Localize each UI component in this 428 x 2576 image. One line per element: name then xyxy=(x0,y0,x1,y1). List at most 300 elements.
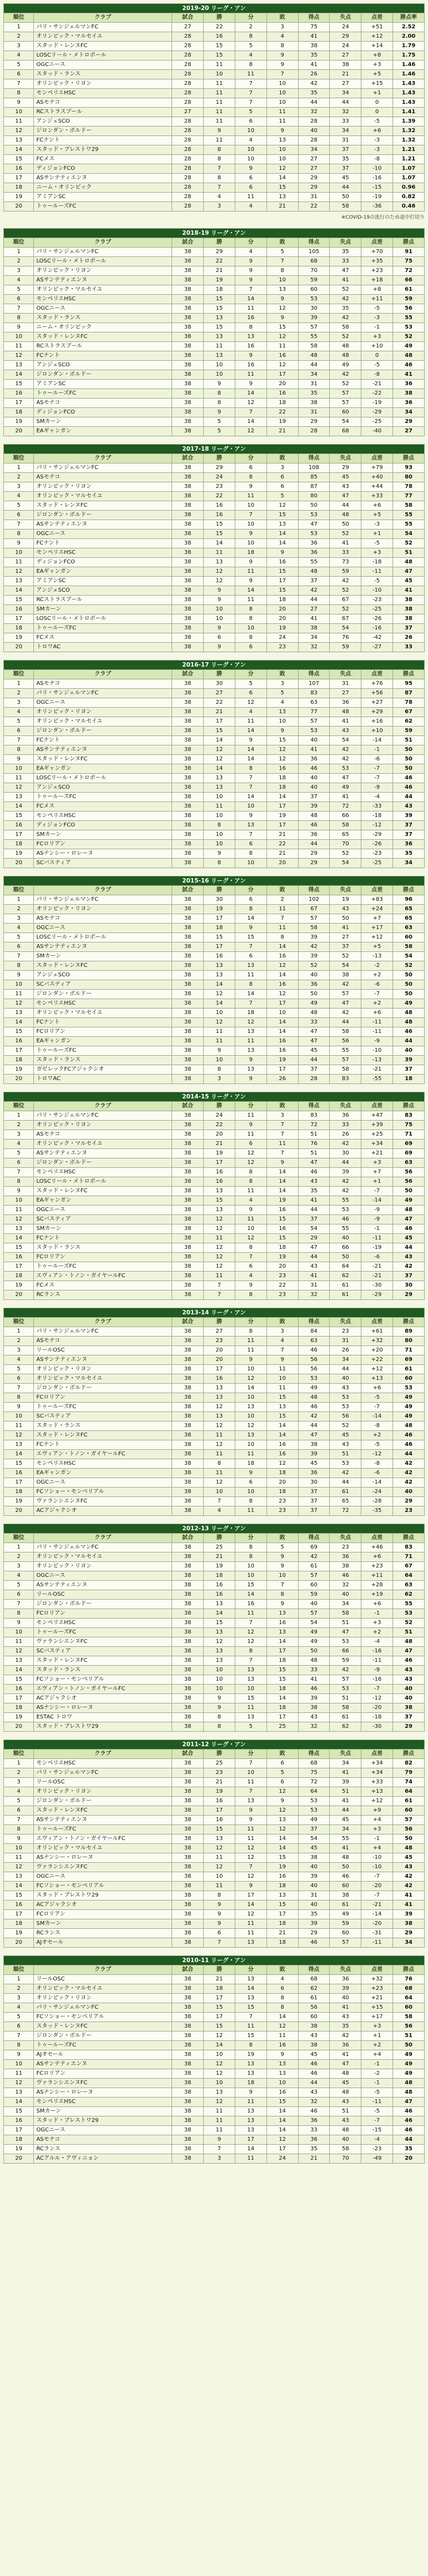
club-name[interactable]: リールOSC xyxy=(34,1590,172,1600)
club-name[interactable]: スタッド・レンヌFC xyxy=(34,501,172,511)
club-name[interactable]: スタッド・レンヌFC xyxy=(34,1806,172,1816)
table-cell: 13 xyxy=(266,2069,298,2079)
column-header: 分 xyxy=(235,1102,266,1111)
club-name[interactable]: RCランス xyxy=(34,1290,172,1300)
club-name[interactable]: LOSCリール・メトロポール xyxy=(34,774,172,783)
club-name[interactable]: ジロンダン・ボルドー xyxy=(34,127,172,136)
table-cell: 27 xyxy=(172,23,204,32)
club-name[interactable]: FCナント xyxy=(34,351,172,361)
table-cell: 36 xyxy=(298,2135,330,2145)
club-name[interactable]: FCロリアン xyxy=(34,1609,172,1619)
season-title: 2013-14 リーグ・アン xyxy=(4,1308,425,1318)
club-name[interactable]: モンペリエHSC xyxy=(34,89,172,98)
club-name[interactable]: ASモナコ xyxy=(34,679,172,689)
club-name[interactable]: オリンピック・マルセイユ xyxy=(34,32,172,42)
club-name[interactable]: ジロンダン・ボルドー xyxy=(34,370,172,380)
club-name[interactable]: パリ・サンジェルマンFC xyxy=(34,23,172,32)
club-name[interactable]: FCナント xyxy=(34,1440,172,1450)
club-name[interactable]: スタッド・レンヌFC xyxy=(34,2022,172,2031)
table-cell: 11 xyxy=(235,717,266,727)
club-name[interactable]: SCバスティア xyxy=(34,980,172,990)
club-name[interactable]: ニーム・オリンピック xyxy=(34,323,172,332)
table-cell: 4 xyxy=(4,1140,34,1149)
club-name[interactable]: スタッド・レンヌFC xyxy=(34,332,172,342)
club-name[interactable]: FCソショー・モンベリアル xyxy=(34,2013,172,2022)
club-name[interactable]: FCロリアン xyxy=(34,1393,172,1403)
club-name[interactable]: ディジョンFCO xyxy=(34,164,172,174)
club-name[interactable]: スタッド・ランス xyxy=(34,70,172,79)
column-header: 試合 xyxy=(172,1965,204,1975)
table-cell: 38 xyxy=(172,408,204,417)
club-name[interactable]: オリンピック・マルセイユ xyxy=(34,1844,172,1853)
club-name[interactable]: FCソショー・モンベリアル xyxy=(34,1488,172,1497)
club-name[interactable]: リールOSC xyxy=(34,1778,172,1787)
club-name[interactable]: ASモナコ xyxy=(34,98,172,108)
club-name[interactable]: ACアジャクシオ xyxy=(34,1694,172,1703)
club-name[interactable]: モンペリエHSC xyxy=(34,548,172,558)
club-name[interactable]: オリンピック・リヨン xyxy=(34,1787,172,1797)
club-name[interactable]: オリンピック・マルセイユ xyxy=(34,1140,172,1149)
club-name[interactable]: ASサンテティエンヌ xyxy=(34,174,172,183)
table-cell: -27 xyxy=(361,643,393,652)
club-name[interactable]: ヴァランシエンヌFC xyxy=(34,1863,172,1872)
club-name[interactable]: EAギャンガン xyxy=(34,567,172,577)
club-name[interactable]: RCストラスブール xyxy=(34,108,172,117)
club-name[interactable]: ジロンダン・ボルドー xyxy=(34,511,172,520)
table-cell: 40 xyxy=(330,1374,361,1384)
club-name[interactable]: オリンピック・マルセイユ xyxy=(34,285,172,295)
table-cell: 13 xyxy=(235,1666,266,1675)
table-cell: 7 xyxy=(235,1656,266,1666)
club-name[interactable]: EAギャンガン xyxy=(34,1037,172,1046)
club-name[interactable]: スタッド・ブレストワ29 xyxy=(34,2116,172,2126)
club-name[interactable]: パリ・サンジェルマンFC xyxy=(34,248,172,257)
club-name[interactable]: モンペリエHSC xyxy=(34,1168,172,1177)
club-name[interactable]: FCソショー・モンベリアル xyxy=(34,1882,172,1891)
club-name[interactable]: ヴァランシエンヌFC xyxy=(34,2079,172,2088)
club-name[interactable]: ASナンシー・ロレーヌ xyxy=(34,849,172,859)
club-name[interactable]: ASサンテティエンヌ xyxy=(34,1816,172,1825)
club-name[interactable]: SCバスティア xyxy=(34,1647,172,1656)
club-name[interactable]: SMカーン xyxy=(34,417,172,427)
club-name[interactable]: オリンピック・リヨン xyxy=(34,1562,172,1571)
table-cell: 72 xyxy=(393,266,425,276)
club-name[interactable]: アンジェSCO xyxy=(34,586,172,596)
club-name[interactable]: ASサンテティエンヌ xyxy=(34,1355,172,1365)
club-name[interactable]: LOSCリール・メトロポール xyxy=(34,51,172,61)
club-name[interactable]: ASサンテティエンヌ xyxy=(34,745,172,755)
club-name[interactable]: FCロリアン xyxy=(34,2069,172,2079)
club-name[interactable]: LOSCリール・メトロポール xyxy=(34,614,172,624)
club-name[interactable]: ASモナコ xyxy=(34,399,172,408)
club-name[interactable]: オリンピック・マルセイユ xyxy=(34,492,172,501)
club-name[interactable]: ジロンダン・ボルドー xyxy=(34,1600,172,1609)
table-cell: 32 xyxy=(298,108,330,117)
club-name[interactable]: FCロリアン xyxy=(34,1253,172,1262)
table-cell: 52 xyxy=(298,961,330,971)
club-name[interactable]: ASモナコ xyxy=(34,1337,172,1346)
table-cell: 38 xyxy=(172,1994,204,2003)
club-name[interactable]: パリ・サンジェルマンFC xyxy=(34,1327,172,1337)
club-name[interactable]: FCナント xyxy=(34,736,172,745)
table-cell: 17 xyxy=(266,1910,298,1919)
club-name[interactable]: トゥールーズFC xyxy=(34,624,172,633)
table-cell: 50 xyxy=(330,193,361,202)
club-name[interactable]: ACアジャクシオ xyxy=(34,1901,172,1910)
club-name[interactable]: RCランス xyxy=(34,2145,172,2154)
club-name[interactable]: エヴィアン・トノン・ガイヤールFC xyxy=(34,1685,172,1694)
club-name[interactable]: ディジョンFCO xyxy=(34,558,172,567)
club-name[interactable]: ASサンテティエンヌ xyxy=(34,276,172,285)
table-cell: 12 xyxy=(266,1806,298,1816)
table-cell: 15 xyxy=(4,1243,34,1253)
club-name[interactable]: ASモナコ xyxy=(34,914,172,924)
club-name[interactable]: LOSCリール・メトロポール xyxy=(34,1177,172,1187)
table-cell: 42 xyxy=(393,1872,425,1882)
table-cell: -10 xyxy=(361,1853,393,1863)
club-name[interactable]: モンペリエHSC xyxy=(34,811,172,821)
column-header: 分 xyxy=(235,454,266,463)
table-cell: 16 xyxy=(266,764,298,774)
table-cell: +11 xyxy=(361,295,393,304)
table-cell: 28 xyxy=(172,42,204,51)
club-name[interactable]: ASナンシー・ロレーヌ xyxy=(34,2088,172,2098)
club-name[interactable]: モンペリエHSC xyxy=(34,999,172,1009)
club-name[interactable]: オリンピック・リヨン xyxy=(34,708,172,717)
table-row xyxy=(4,1685,425,1694)
table-cell: 18 xyxy=(266,399,298,408)
club-name[interactable]: スタッド・レンヌFC xyxy=(34,1187,172,1196)
club-name[interactable]: モンペリエHSC xyxy=(34,1759,172,1768)
club-name[interactable]: OGCニース xyxy=(34,1206,172,1215)
club-name[interactable]: トロワAC xyxy=(34,1075,172,1084)
club-name[interactable]: オリンピック・リヨン xyxy=(34,1121,172,1130)
club-name[interactable]: FCメス xyxy=(34,802,172,811)
club-name[interactable]: パリ・サンジェルマンFC xyxy=(34,1768,172,1778)
table-cell: 53 xyxy=(298,511,330,520)
club-name[interactable]: EAギャンガン xyxy=(34,764,172,774)
table-cell: 38 xyxy=(172,1863,204,1872)
table-cell: 7 xyxy=(235,1759,266,1768)
club-name[interactable]: OGCニース xyxy=(34,61,172,70)
club-name[interactable]: トロワAC xyxy=(34,643,172,652)
table-row xyxy=(4,1421,425,1431)
column-header: 順位 xyxy=(4,1102,34,1111)
club-name[interactable]: FCメス xyxy=(34,1281,172,1290)
table-cell: 38 xyxy=(298,42,330,51)
table-cell: 54 xyxy=(298,1224,330,1234)
club-name[interactable]: RCストラスブール xyxy=(34,596,172,605)
club-name[interactable]: スタッド・レンヌFC xyxy=(34,1656,172,1666)
club-name[interactable]: オリンピック・リヨン xyxy=(34,266,172,276)
season-standings xyxy=(3,1955,425,2164)
club-name[interactable]: EAギャンガン xyxy=(34,1469,172,1478)
club-name[interactable]: LOSCリール・メトロポール xyxy=(34,933,172,942)
club-name[interactable]: SMカーン xyxy=(34,952,172,961)
column-header: 順位 xyxy=(4,454,34,463)
club-name[interactable]: FCナント xyxy=(34,1018,172,1027)
club-name[interactable]: モンペリエHSC xyxy=(34,2098,172,2107)
table-cell: 52 xyxy=(330,530,361,539)
table-cell: 65 xyxy=(330,1497,361,1506)
club-name[interactable]: オリンピック・リヨン xyxy=(34,1365,172,1374)
table-cell: 18 xyxy=(4,1056,34,1065)
club-name[interactable]: ASサンテティエンヌ xyxy=(34,1581,172,1590)
club-name[interactable]: アンジェSCO xyxy=(34,117,172,127)
club-name[interactable]: SMカーン xyxy=(34,2107,172,2116)
season-title: 2016-17 リーグ・アン xyxy=(4,661,425,670)
club-name[interactable]: FCソショー・モンベリアル xyxy=(34,1675,172,1685)
club-name[interactable]: FCナント xyxy=(34,136,172,145)
club-name[interactable]: トゥールーズFC xyxy=(34,1825,172,1834)
club-name[interactable]: ヴァランシエンヌFC xyxy=(34,1497,172,1506)
table-cell: 9 xyxy=(235,1206,266,1215)
club-name[interactable]: ディジョンFCO xyxy=(34,821,172,830)
club-name[interactable]: オリンピック・リヨン xyxy=(34,1994,172,2003)
club-name[interactable]: パリ・サンジェルマンFC xyxy=(34,689,172,698)
club-name[interactable]: SCバスティア xyxy=(34,1412,172,1421)
table-cell: 37 xyxy=(330,942,361,952)
club-name[interactable]: ジロンダン・ボルドー xyxy=(34,1797,172,1806)
club-name[interactable]: トゥールーズFC xyxy=(34,389,172,399)
club-name[interactable]: オリンピック・マルセイユ xyxy=(34,717,172,727)
table-cell: 19 xyxy=(4,633,34,643)
club-name[interactable]: オリンピック・リヨン xyxy=(34,482,172,492)
club-name[interactable]: トゥールーズFC xyxy=(34,2041,172,2050)
club-name[interactable]: エヴィアン・トノン・ガイヤールFC xyxy=(34,1834,172,1844)
club-name[interactable]: ジロンダン・ボルドー xyxy=(34,1158,172,1168)
club-name[interactable]: ジロンダン・ボルドー xyxy=(34,2031,172,2041)
club-name[interactable]: ASサンテティエンヌ xyxy=(34,520,172,530)
club-name[interactable]: オリンピック・リヨン xyxy=(34,79,172,89)
club-name[interactable]: OGCニース xyxy=(34,2126,172,2135)
club-name[interactable]: ニーム・オリンピック xyxy=(34,183,172,193)
club-name[interactable]: OGCニース xyxy=(34,924,172,933)
table-row xyxy=(4,1863,425,1872)
club-name[interactable]: スタッド・ブレストワ29 xyxy=(34,1891,172,1901)
table-cell: 10 xyxy=(266,1374,298,1384)
table-cell: 5 xyxy=(4,1797,34,1806)
club-name[interactable]: FCメス xyxy=(34,633,172,643)
club-name[interactable]: SCバスティア xyxy=(34,1215,172,1224)
club-name[interactable]: スタッド・ブレストワ29 xyxy=(34,1722,172,1732)
club-name[interactable]: FCロリアン xyxy=(34,1027,172,1037)
club-name[interactable]: スタッド・ランス xyxy=(34,1421,172,1431)
club-name[interactable]: パリ・サンジェルマンFC xyxy=(34,895,172,905)
table-cell: 38 xyxy=(172,492,204,501)
club-name[interactable]: トゥールーズFC xyxy=(34,1403,172,1412)
club-name[interactable]: オリンピック・マルセイユ xyxy=(34,1009,172,1018)
table-cell: 31 xyxy=(298,1891,330,1901)
club-name[interactable]: OGCニース xyxy=(34,698,172,708)
table-cell: 20 xyxy=(204,1130,235,1140)
table-cell: 2 xyxy=(4,32,34,42)
column-header: 点差 xyxy=(361,1750,393,1759)
table-cell: 13 xyxy=(235,2116,266,2126)
table-cell: -23 xyxy=(361,596,393,605)
club-name[interactable]: ジロンダン・ボルドー xyxy=(34,990,172,999)
table-cell: 38 xyxy=(172,1778,204,1787)
club-name[interactable]: OGCニース xyxy=(34,1571,172,1581)
table-cell: +9 xyxy=(361,1806,393,1816)
club-name[interactable]: アミアンSC xyxy=(34,577,172,586)
club-name[interactable]: EAギャンガン xyxy=(34,1196,172,1206)
club-name[interactable]: ACアルル・アヴィニョン xyxy=(34,2154,172,2164)
table-cell: 38 xyxy=(172,1374,204,1384)
club-name[interactable]: ESTAC トロワ xyxy=(34,1713,172,1722)
club-name[interactable]: オリンピック・リヨン xyxy=(34,905,172,914)
club-name[interactable]: トゥールーズFC xyxy=(34,1046,172,1056)
club-name[interactable]: AJオセール xyxy=(34,2050,172,2060)
club-name[interactable]: トゥールーズFC xyxy=(34,1628,172,1637)
table-cell: 12 xyxy=(235,1149,266,1158)
table-row xyxy=(4,933,425,942)
table-cell: 41 xyxy=(330,717,361,727)
club-name[interactable]: ASサンテティエンヌ xyxy=(34,1149,172,1158)
club-name[interactable]: モンペリエHSC xyxy=(34,1459,172,1469)
club-name[interactable]: アミアンSC xyxy=(34,193,172,202)
club-name[interactable]: パリ・サンジェルマンFC xyxy=(34,2003,172,2013)
table-cell: 38 xyxy=(172,370,204,380)
club-name[interactable]: スタッド・レンヌFC xyxy=(34,42,172,51)
club-name[interactable]: SMカーン xyxy=(34,1919,172,1929)
club-name[interactable]: アミアンSC xyxy=(34,380,172,389)
table-cell: 9 xyxy=(266,1600,298,1609)
club-name[interactable]: FCメス xyxy=(34,155,172,164)
table-cell: 37 xyxy=(298,1497,330,1506)
club-name[interactable]: OGCニース xyxy=(34,304,172,314)
club-name[interactable]: RCランス xyxy=(34,1929,172,1938)
club-name[interactable]: ASナンシー・ロレーヌ xyxy=(34,1853,172,1863)
table-cell: 23 xyxy=(330,1543,361,1552)
column-header: クラブ xyxy=(34,1318,172,1327)
club-name[interactable]: パリ・サンジェルマンFC xyxy=(34,1111,172,1121)
table-cell: 6 xyxy=(4,942,34,952)
table-cell: 42 xyxy=(330,1140,361,1149)
club-name[interactable]: SMカーン xyxy=(34,605,172,614)
column-header: 得点 xyxy=(298,238,330,248)
table-cell: 95 xyxy=(393,679,425,689)
club-name[interactable]: トゥールーズFC xyxy=(34,793,172,802)
club-name[interactable]: RCストラスブール xyxy=(34,342,172,351)
table-cell: +5 xyxy=(361,511,393,520)
club-name[interactable]: EAギャンガン xyxy=(34,427,172,436)
club-name[interactable]: ASサンテティエンヌ xyxy=(34,942,172,952)
club-name[interactable]: LOSCリール・メトロポール xyxy=(34,257,172,266)
club-name[interactable]: スタッド・レンヌFC xyxy=(34,755,172,764)
club-name[interactable]: オリンピック・マルセイユ xyxy=(34,1374,172,1384)
club-name[interactable]: オリンピック・マルセイユ xyxy=(34,1552,172,1562)
table-cell: 8 xyxy=(235,614,266,624)
table-cell: 12 xyxy=(204,2069,235,2079)
club-name[interactable]: ACアジャクシオ xyxy=(34,1506,172,1516)
club-name[interactable]: FCナント xyxy=(34,539,172,548)
club-name[interactable]: ASナンシー・ロレーヌ xyxy=(34,1703,172,1713)
table-row xyxy=(4,1581,425,1590)
table-cell: 36 xyxy=(330,698,361,708)
club-name[interactable]: スタッド・ブレストワ29 xyxy=(34,145,172,155)
club-name[interactable]: SMカーン xyxy=(34,830,172,840)
table-row xyxy=(4,1713,425,1722)
club-name[interactable]: アンジェSCO xyxy=(34,783,172,793)
club-name[interactable]: ヴァランシエンヌFC xyxy=(34,1637,172,1647)
club-name[interactable]: ジロンダン・ボルドー xyxy=(34,1384,172,1393)
club-name[interactable]: OGCニース xyxy=(34,530,172,539)
table-row xyxy=(4,1787,425,1797)
table-cell: 24 xyxy=(266,2154,298,2164)
table-cell: 9 xyxy=(266,1552,298,1562)
club-name[interactable]: ASサンテティエンヌ xyxy=(34,2060,172,2069)
table-cell: 48 xyxy=(298,1393,330,1403)
club-name[interactable]: ジロンダン・ボルドー xyxy=(34,727,172,736)
table-cell: 39 xyxy=(393,1910,425,1919)
table-cell: +27 xyxy=(361,698,393,708)
club-name[interactable]: SMカーン xyxy=(34,1224,172,1234)
club-name[interactable]: FCロリアン xyxy=(34,840,172,849)
table-cell: 12 xyxy=(204,745,235,755)
club-name[interactable]: トゥールーズFC xyxy=(34,202,172,211)
club-name[interactable]: ASモナコ xyxy=(34,2135,172,2145)
table-cell: 41 xyxy=(393,370,425,380)
club-name[interactable]: アンジェSCO xyxy=(34,971,172,980)
club-name[interactable]: スタッド・ランス xyxy=(34,314,172,323)
club-name[interactable]: FCロリアン xyxy=(34,1910,172,1919)
table-cell: 10 xyxy=(4,980,34,990)
club-name[interactable]: パリ・サンジェルマンFC xyxy=(34,463,172,473)
club-name[interactable]: ASモナコ xyxy=(34,1130,172,1140)
table-row xyxy=(4,821,425,830)
club-name[interactable]: AJオセール xyxy=(34,1938,172,1948)
table-cell: 12 xyxy=(4,1647,34,1656)
table-cell: 38 xyxy=(172,323,204,332)
table-cell: 38 xyxy=(172,1816,204,1825)
club-name[interactable]: ガゼレックFCアジャクシオ xyxy=(34,1065,172,1075)
table-cell: 8 xyxy=(235,849,266,859)
club-name[interactable]: スタッド・ランス xyxy=(34,1243,172,1253)
table-cell: 32 xyxy=(330,1581,361,1590)
table-cell: 28 xyxy=(172,79,204,89)
club-name[interactable]: エヴィアン・トノン・ガイヤールFC xyxy=(34,1450,172,1459)
table-row xyxy=(4,2031,425,2041)
table-cell: 11 xyxy=(266,108,298,117)
club-name[interactable]: モンペリエHSC xyxy=(34,1619,172,1628)
club-name[interactable]: FCナント xyxy=(34,1234,172,1243)
club-name[interactable]: トゥールーズFC xyxy=(34,1262,172,1272)
club-name[interactable]: アンジェSCO xyxy=(34,361,172,370)
club-name[interactable]: ディジョンFCO xyxy=(34,408,172,417)
club-name[interactable]: ASモナコ xyxy=(34,473,172,482)
table-cell: 10 xyxy=(4,2060,34,2069)
club-name[interactable]: オリンピック・マルセイユ xyxy=(34,1984,172,1994)
table-row xyxy=(4,2050,425,2060)
table-cell: 15 xyxy=(204,530,235,539)
table-cell: 10 xyxy=(235,1365,266,1374)
club-name[interactable]: OGCニース xyxy=(34,1872,172,1882)
table-cell: 24 xyxy=(204,473,235,482)
club-name[interactable]: リールOSC xyxy=(34,1975,172,1984)
table-cell: 33 xyxy=(330,117,361,127)
club-name[interactable]: OGCニース xyxy=(34,1478,172,1488)
club-name[interactable]: スタッド・レンヌFC xyxy=(34,961,172,971)
club-name[interactable]: エヴィアン・トノン・ガイヤールFC xyxy=(34,1272,172,1281)
club-name[interactable]: モンペリエHSC xyxy=(34,295,172,304)
club-name[interactable]: スタッド・ランス xyxy=(34,1666,172,1675)
club-name[interactable]: SCバスティア xyxy=(34,859,172,868)
club-name[interactable]: スタッド・レンヌFC xyxy=(34,1431,172,1440)
club-name[interactable]: パリ・サンジェルマンFC xyxy=(34,1543,172,1552)
club-name[interactable]: リールOSC xyxy=(34,1346,172,1355)
club-name[interactable]: スタッド・ランス xyxy=(34,1056,172,1065)
